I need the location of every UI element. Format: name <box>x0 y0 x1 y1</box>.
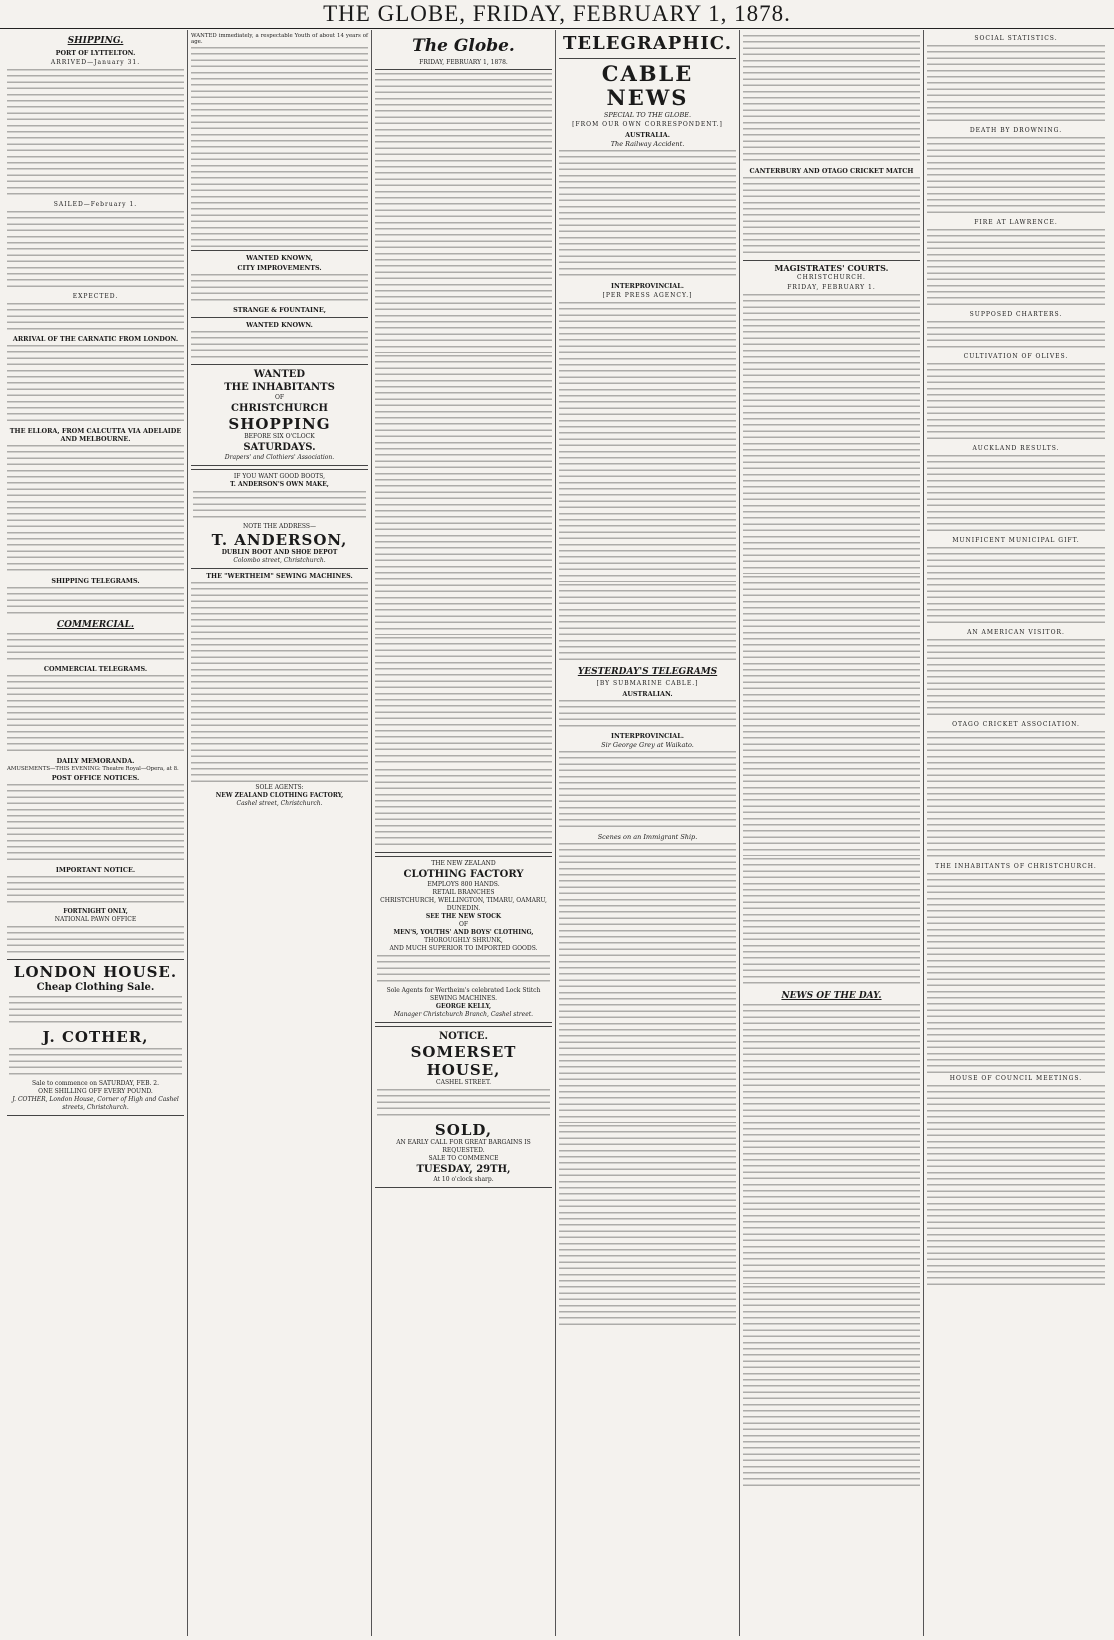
superior-line: AND MUCH SUPERIOR TO IMPORTED GOODS. <box>389 945 538 952</box>
sale-line: Sale to commence on SATURDAY, FEB. 2. <box>31 1080 160 1088</box>
time-line: At 10 o'clock sharp. <box>433 1176 494 1183</box>
magistrates-heading: MAGISTRATES' COURTS. <box>774 263 889 273</box>
text-block <box>559 1125 736 1325</box>
dublin-depot: DUBLIN BOOT AND SHOE DEPOT <box>221 549 338 557</box>
text-block <box>377 1089 550 1119</box>
text-block <box>927 639 1105 719</box>
text-block <box>927 363 1105 443</box>
post-office-heading: POST OFFICE NOTICES. <box>51 774 140 783</box>
text-block <box>191 331 368 361</box>
clothing-factory-title: CLOTHING FACTORY <box>403 869 524 880</box>
text-block <box>375 637 552 767</box>
interprovincial-heading: INTERPROVINCIAL. <box>611 282 684 290</box>
text-block <box>9 1048 182 1078</box>
saturdays-title: SATURDAYS. <box>243 442 316 454</box>
london-house-ad <box>7 959 184 1116</box>
anderson-title: T. ANDERSON, <box>211 531 348 550</box>
municipal-gift-heading: MUNIFICENT MUNICIPAL GIFT. <box>952 537 1080 544</box>
tuesday-title: TUESDAY, 29TH, <box>416 1164 511 1175</box>
text-block <box>7 211 184 291</box>
text-block <box>927 547 1105 627</box>
text-block <box>7 303 184 333</box>
social-statistics: SOCIAL STATISTICS. <box>974 35 1058 42</box>
commercial-heading: COMMERCIAL. <box>56 620 135 630</box>
text-block <box>927 45 1105 125</box>
columns <box>4 30 1110 1636</box>
correspondent-line: [FROM OUR OWN CORRESPONDENT.] <box>572 121 723 128</box>
editorial-date: FRIDAY, FEBRUARY 1, 1878. <box>375 59 552 70</box>
port-heading: PORT OF LYTTELTON. <box>55 49 136 57</box>
news-of-day-heading: NEWS OF THE DAY. <box>781 991 882 1001</box>
cricket-heading: CANTERBURY AND OTAGO CRICKET MATCH <box>749 167 914 175</box>
commence-line: SALE TO COMMENCE <box>428 1155 499 1162</box>
text-block <box>743 177 920 257</box>
column-3 <box>372 30 556 1636</box>
text-block <box>9 996 182 1026</box>
daily-memoranda-heading: DAILY MEMORANDA. <box>56 757 135 765</box>
of-line: OF <box>274 394 285 402</box>
towns-line: CHRISTCHURCH, WELLINGTON, TIMARU, OAMARU, DUNEDIN. <box>380 897 547 912</box>
otago-cricket-heading: OTAGO CRICKET ASSOCIATION. <box>952 721 1080 728</box>
cother-address: J. COTHER, London House, Corner of High and Cashel streets, Christchurch. <box>12 1096 179 1112</box>
immigrant-heading: Scenes on an Immigrant Ship. <box>597 833 698 841</box>
city-improvements-heading: CITY IMPROVEMENTS. <box>237 264 322 273</box>
sole-agents-line: Sole Agents for Wertheim's celebrated Lock Stitch SEWING MACHINES. <box>386 987 541 1002</box>
text-block <box>7 69 184 199</box>
divider <box>559 58 736 59</box>
yesterday-heading: YESTERDAY'S TELEGRAMS <box>577 667 718 677</box>
text-block <box>743 294 920 574</box>
interprovincial-heading-2: INTERPROVINCIAL. <box>611 732 684 740</box>
colombo-line: Colombo street, Christchurch. <box>233 557 326 565</box>
charters-heading: SUPPOSED CHARTERS. <box>969 311 1063 318</box>
column-2 <box>188 30 372 1636</box>
cother-name: J. COTHER, <box>42 1028 149 1047</box>
text-block <box>375 73 552 353</box>
text-block <box>559 751 736 831</box>
railway-heading: The Railway Accident. <box>610 140 685 148</box>
text-block <box>927 455 1105 535</box>
column-1 <box>4 30 188 1636</box>
court-date: FRIDAY, FEBRUARY 1. <box>787 284 876 291</box>
employs-line: EMPLOYS 800 HANDS. <box>427 881 500 888</box>
cashel-street-line: CASHEL STREET. <box>436 1079 491 1086</box>
text-block <box>377 955 550 985</box>
inhabitants-heading: THE INHABITANTS OF CHRISTCHURCH. <box>935 863 1097 870</box>
shopping-ad <box>191 364 368 466</box>
australian-heading: AUSTRALIAN. <box>622 690 673 698</box>
expected-label: EXPECTED. <box>72 293 119 300</box>
kelly-line: GEORGE KELLY, <box>435 1003 492 1010</box>
wanted-known-heading-2: WANTED KNOWN. <box>246 321 313 330</box>
text-block <box>559 700 736 730</box>
text-block <box>375 769 552 849</box>
text-block <box>7 445 184 575</box>
drowning-heading: DEATH BY DROWNING. <box>969 127 1063 134</box>
nz-heading: THE NEW ZEALAND <box>431 860 496 867</box>
important-notice-heading: IMPORTANT NOTICE. <box>55 866 136 875</box>
column-4 <box>556 30 740 1636</box>
column-5 <box>740 30 924 1636</box>
text-block <box>927 229 1105 309</box>
sole-agents-line: SOLE AGENTS: <box>255 784 304 792</box>
shipping-telegrams-heading: SHIPPING TELEGRAMS. <box>51 577 140 585</box>
notice-title: NOTICE. <box>438 1031 489 1042</box>
text-block <box>927 321 1105 351</box>
submarine-line: [BY SUBMARINE CABLE.] <box>596 680 699 687</box>
manager-line: Manager Christchurch Branch, Cashel street. <box>393 1011 534 1018</box>
strange-fountaine: STRANGE & FOUNTAINE, <box>233 306 326 315</box>
shopping-title: SHOPPING <box>228 415 331 434</box>
text-block <box>559 150 736 280</box>
text-block <box>7 675 184 755</box>
grey-heading: Sir George Grey at Waikato. <box>601 741 694 749</box>
boots-line: IF YOU WANT GOOD BOOTS, <box>233 473 326 481</box>
before-six-line: BEFORE SIX O'CLOCK <box>244 433 315 441</box>
australia-heading: AUSTRALIA. <box>625 131 670 139</box>
shipping-heading: SHIPPING. <box>67 36 124 46</box>
text-block <box>559 302 736 582</box>
shrunk-line: THOROUGHLY SHRUNK, <box>424 937 503 944</box>
text-block <box>927 731 1105 861</box>
wanted-title: WANTED <box>253 369 306 381</box>
pawn-office-line: NATIONAL PAWN OFFICE <box>54 916 137 924</box>
cable-news-title: CABLE NEWS <box>601 61 694 110</box>
text-block <box>927 1085 1105 1285</box>
somerset-house-ad <box>375 1026 552 1188</box>
council-heading: HOUSE OF COUNCIL MEETINGS. <box>949 1075 1083 1082</box>
text-block <box>559 843 736 1123</box>
text-block <box>927 873 1105 1073</box>
divider <box>375 852 552 853</box>
drapers-line: Drapers' and Clothiers' Association. <box>224 454 335 462</box>
text-block <box>7 784 184 864</box>
special-line: SPECIAL TO THE GLOBE. <box>603 111 692 119</box>
nz-clothing-ad <box>375 856 552 1023</box>
text-block <box>191 47 368 247</box>
cashel-line: Cashel street, Christchurch. <box>236 800 323 808</box>
text-block <box>7 926 184 956</box>
ellora-heading: THE ELLORA, FROM CALCUTTA VIA ADELAIDE AND MELBOURNE. <box>9 427 182 443</box>
wanted-youth: WANTED immediately, a respectable Youth of about 14 years of age. <box>191 33 368 46</box>
text-block <box>743 35 920 165</box>
text-block <box>743 858 920 988</box>
olives-heading: CULTIVATION OF OLIVES. <box>963 353 1069 360</box>
inhabitants-title: THE INHABITANTS <box>224 382 335 394</box>
fortnight-line: FORTNIGHT ONLY, <box>63 908 128 916</box>
divider <box>191 250 368 251</box>
text-block <box>193 491 366 521</box>
sailed-label: SAILED—February 1. <box>53 201 138 208</box>
arrival-heading: ARRIVAL OF THE CARNATIC FROM LONDON. <box>12 335 179 343</box>
text-block <box>7 587 184 617</box>
text-block <box>743 576 920 856</box>
text-block <box>743 1286 920 1486</box>
of-line: OF <box>458 921 469 928</box>
sold-title: SOLD, <box>434 1121 493 1139</box>
anderson-line: T. ANDERSON'S OWN MAKE, <box>230 481 329 489</box>
commercial-telegrams-heading: COMMERCIAL TELEGRAMS. <box>43 665 148 673</box>
column-6 <box>924 30 1108 1636</box>
press-agency-line: [PER PRESS AGENCY.] <box>602 292 693 299</box>
telegraphic-title: TELEGRAPHIC. <box>562 33 733 54</box>
early-call-line: AN EARLY CALL FOR GREAT BARGAINS IS REQUESTED. <box>396 1139 531 1154</box>
mens-line: MEN'S, YOUTHS' AND BOYS' CLOTHING, <box>393 929 534 936</box>
masthead: THE GLOBE, FRIDAY, FEBRUARY 1, 1878. <box>0 0 1114 29</box>
text-block <box>191 274 368 304</box>
divider <box>191 317 368 318</box>
wertheim-heading: THE "WERTHEIM" SEWING MACHINES. <box>206 572 353 581</box>
text-block <box>7 876 184 906</box>
text-block <box>7 633 184 663</box>
fire-heading: FIRE AT LAWRENCE. <box>974 219 1058 226</box>
text-block <box>743 1004 920 1284</box>
london-house-title: LONDON HOUSE. <box>13 963 178 982</box>
arrived-label: ARRIVED—January 31. <box>50 59 141 66</box>
text-block <box>375 355 552 635</box>
auckland-heading: AUCKLAND RESULTS. <box>972 445 1060 452</box>
wanted-known-heading: WANTED KNOWN, <box>246 254 313 263</box>
text-block <box>927 137 1105 217</box>
shilling-line: ONE SHILLING OFF EVERY POUND. <box>38 1088 153 1096</box>
anderson-ad <box>191 469 368 569</box>
amusements-line: AMUSEMENTS—THIS EVENING: Theatre Royal—Opera, at 8. <box>7 766 179 772</box>
globe-title: The Globe. <box>412 36 515 56</box>
clothing-sale-title: Cheap Clothing Sale. <box>36 982 155 994</box>
text-block <box>559 584 736 664</box>
retail-line: RETAIL BRANCHES <box>432 889 495 896</box>
christchurch-title: CHRISTCHURCH <box>231 403 328 415</box>
nz-clothing-line: NEW ZEALAND CLOTHING FACTORY, <box>215 792 344 800</box>
divider <box>743 260 920 261</box>
text-block <box>191 582 368 782</box>
american-visitor-heading: AN AMERICAN VISITOR. <box>967 629 1065 636</box>
christchurch-label: CHRISTCHURCH. <box>797 274 866 281</box>
note-line: NOTE THE ADDRESS— <box>243 523 316 531</box>
somerset-title: SOMERSET HOUSE, <box>410 1043 517 1079</box>
text-block <box>7 345 184 425</box>
see-stock-line: SEE THE NEW STOCK <box>425 913 502 920</box>
